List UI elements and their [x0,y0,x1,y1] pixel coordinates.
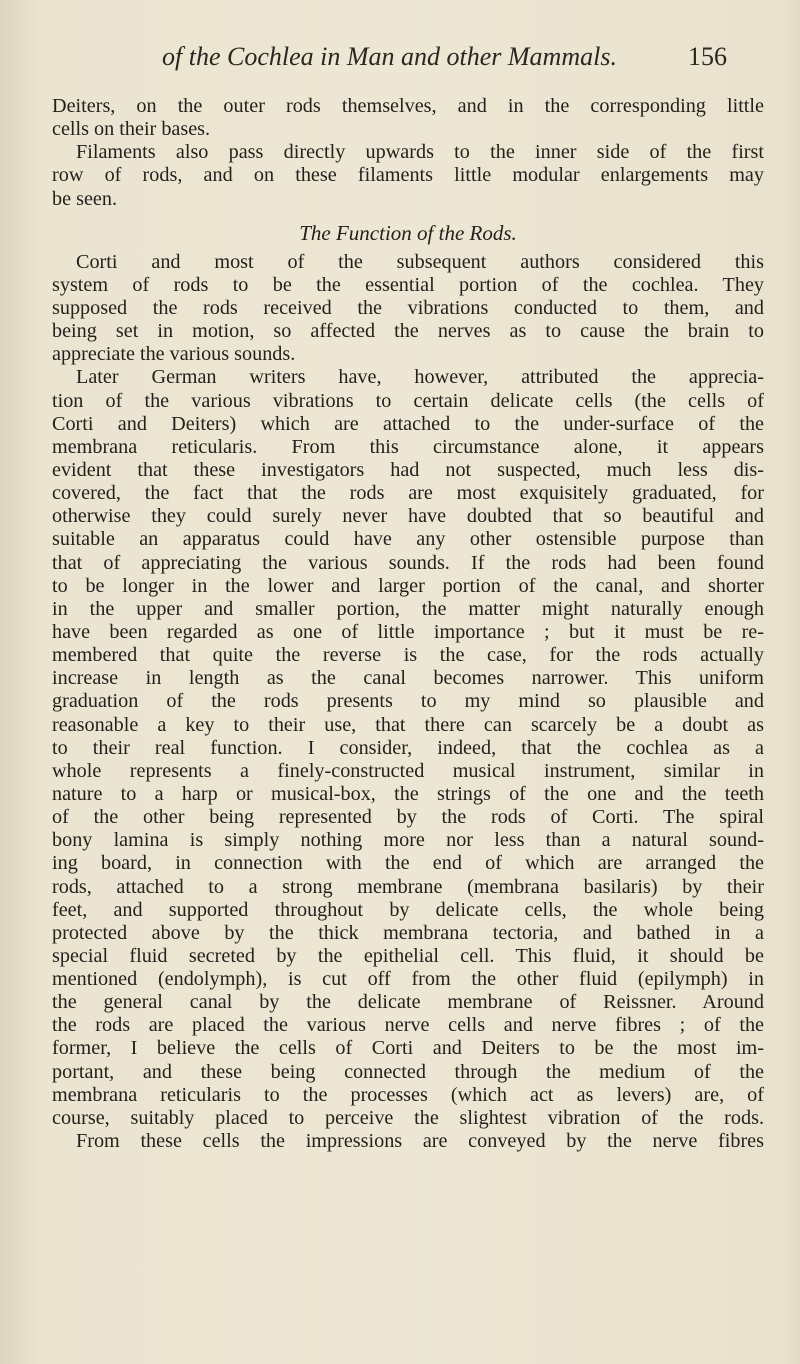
text-line: ing board, in connection with the end of which are arranged the [52,852,764,875]
text-line: special fluid secreted by the epithelial cell. This fluid, it should be [52,944,764,967]
text-line: tion of the various vibrations to certain delicate cells (the cells of [52,389,764,412]
section-heading: The Function of the Rods. [299,220,517,245]
paragraph [52,251,764,367]
text-line: membrana reticularis to the processes (which act as levers) are, of [52,1083,764,1106]
text-line: membrana reticularis. From this circumstance alone, it appears [52,435,764,458]
text-line: system of rods to be the essential portion of the cochlea. They [52,273,764,296]
text-line: suitable an apparatus could have any other ostensible purpose than [52,528,764,551]
text-line: the general canal by the delicate membrane of Reissner. Around [52,991,764,1014]
text-line: portant, and these being connected through the medium of the [52,1060,764,1083]
text-line: to be longer in the lower and larger portion of the canal, and shorter [52,574,764,597]
text-line: of the other being represented by the rods of Corti. The spiral [52,806,764,829]
text-line: mentioned (endolymph), is cut off from the other fluid (epilymph) in [52,968,764,991]
text-line: reasonable a key to their use, that there can scarcely be a doubt as [52,713,764,736]
running-title: of the Cochlea in Man and other Mammals. [162,42,617,71]
text-line: to their real function. I consider, indeed, that the cochlea as a [52,736,764,759]
text-line: evident that these investigators had not suspected, much less dis- [52,458,764,481]
text-line: otherwise they could surely never have doubted that so beautiful and [52,505,764,528]
text-line: graduation of the rods presents to my mind so plausible and [52,690,764,713]
text-line: Corti and Deiters) which are attached to the under-surface of the [52,412,764,435]
text-line: former, I believe the cells of Corti and Deiters to be the most im- [52,1037,764,1060]
paragraph [52,95,764,141]
text-line: row of rods, and on these filaments little modular enlargements may [52,164,764,187]
text-line: whole represents a finely-constructed musical instrument, similar in [52,759,764,782]
text-line: Corti and most of the subsequent authors considered this [76,250,764,273]
text-line: the rods are placed the various nerve cells and nerve fibres ; of the [52,1014,764,1037]
text-line: covered, the fact that the rods are most exquisitely graduated, for [52,482,764,505]
text-line: being set in motion, so affected the nerves as to cause the brain to [52,320,764,343]
text-line: appreciate the various sounds. [52,343,296,366]
text-line: Deiters, on the outer rods themselves, and in the corresponding little [52,95,764,117]
text-line: have been regarded as one of little importance ; but it must be re- [52,620,764,643]
text-line: course, suitably placed to perceive the slightest vibration of the rods. [52,1106,764,1129]
paragraph [52,366,764,1153]
text-line: nature to a harp or musical-box, the strings of the one and the teeth [52,782,764,805]
text-line: Later German writers have, however, attributed the apprecia- [76,366,764,389]
body-text [52,95,764,1153]
text-line: feet, and supported throughout by delicate cells, the whole being [52,898,764,921]
text-line: that of appreciating the various sounds. If the rods had been found [52,551,764,574]
text-line: in the upper and smaller portion, the matter might naturally enough [52,597,764,620]
text-line: Filaments also pass directly upwards to the inner side of the first [76,141,764,164]
text-line: cells on their bases. [52,118,211,141]
paragraph [52,141,764,210]
text-line: membered that quite the reverse is the case, for the rods actually [52,644,764,667]
text-line: be seen. [52,187,118,210]
text-line: supposed the rods received the vibrations conducted to them, and [52,296,764,319]
text-line: bony lamina is simply nothing more nor less than a natural sound- [52,829,764,852]
page-number: 156 [688,42,727,71]
text-line: protected above by the thick membrana tectoria, and bathed in a [52,921,764,944]
text-line: increase in length as the canal becomes narrower. This uniform [52,667,764,690]
text-line: rods, attached to a strong membrane (membrana basilaris) by their [52,875,764,898]
text-line: From these cells the impressions are conveyed by the nerve fibres [76,1130,764,1153]
page-header [0,42,800,82]
